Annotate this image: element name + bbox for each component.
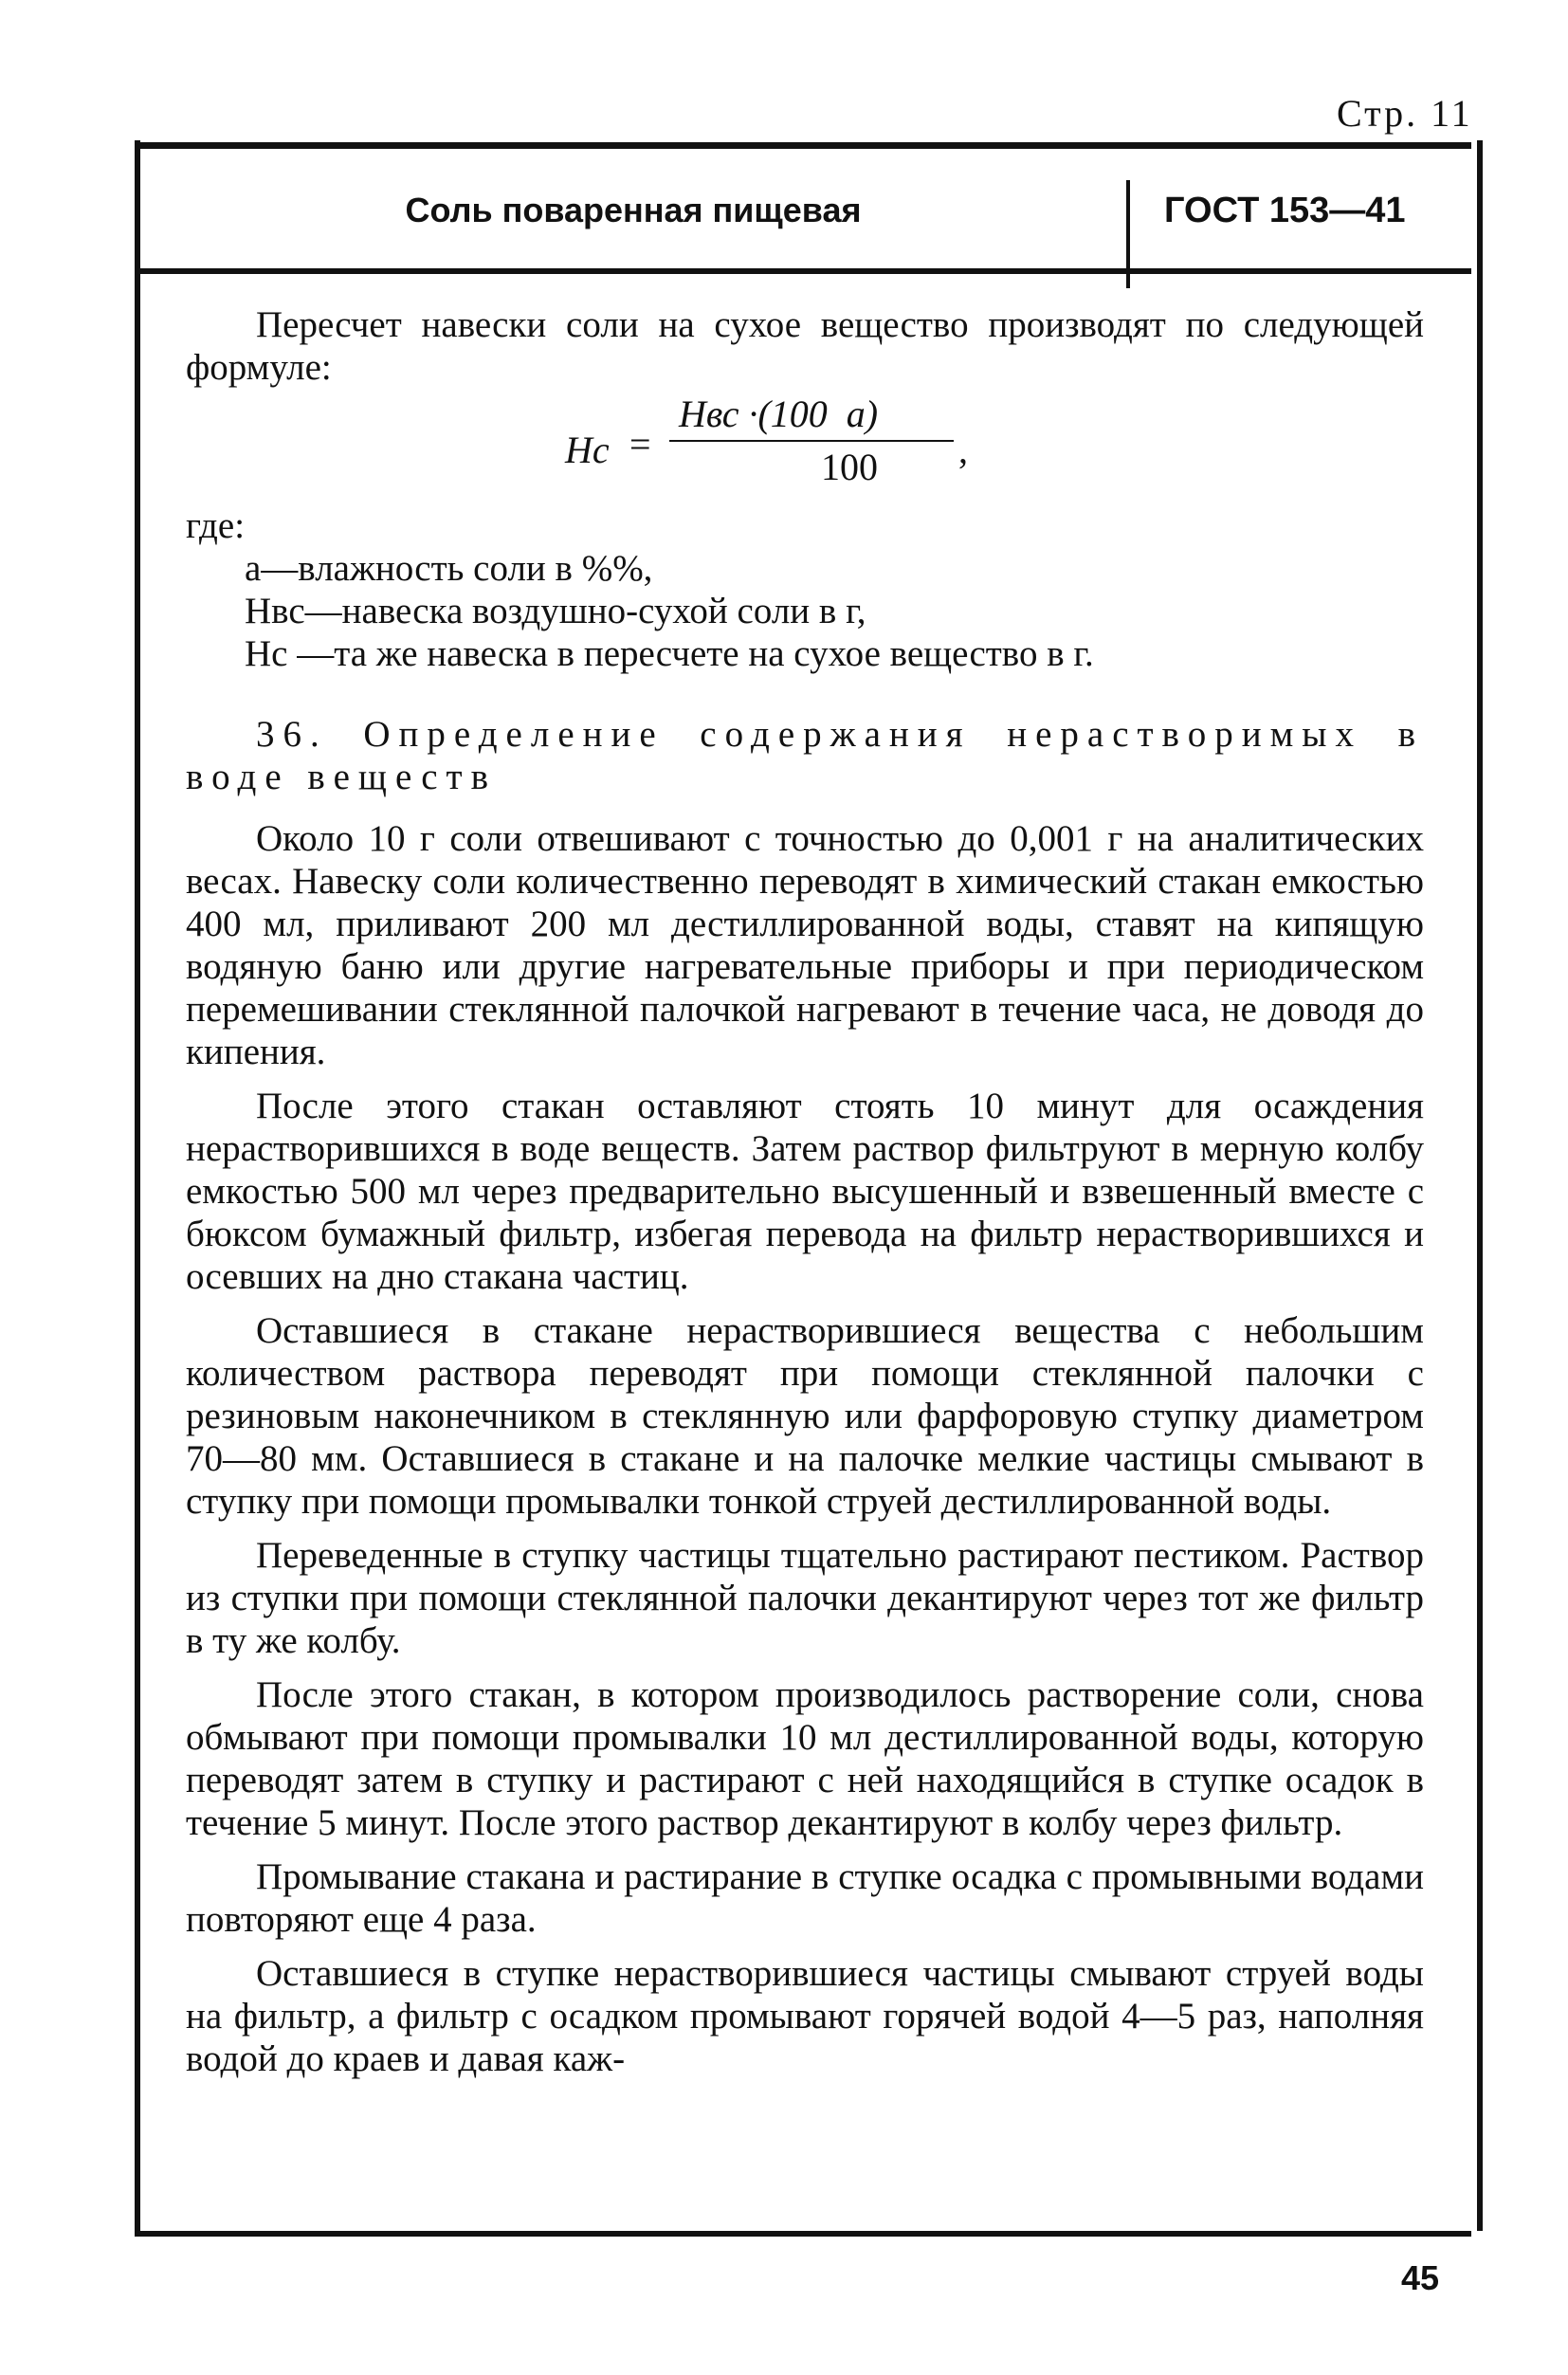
footer-rule [135, 2231, 1471, 2237]
body-paragraph: Промывание стакана и растирание в ступке осадка с промывными водами повторяют еще 4 раза. [186, 1856, 1424, 1940]
body-paragraph: Оставшиеся в стакане нерастворившиеся вещества с небольшим количеством раствора переводят при помощи стеклянной палочки с резиновым наконечником в стеклянную или фарфоровую ступку диаметром 70—80 мм. Оставшиеся в стакане и на палочке мелкие частицы смывают в ступку при помощи промывалки тонкой струей дестиллированной воды. [186, 1310, 1424, 1522]
body-paragraph: Около 10 г соли отвешивают с точностью до 0,001 г на аналитических весах. Навеску соли количественно переводят в химический стакан емкостью 400 мл, приливают 200 мл дестиллированной воды, ставят на кипящую водяную баню или другие нагревательные приборы и при периодическом перемешивании стеклянной палочкой нагревают в течение часа, не доводя до кипения. [186, 818, 1424, 1072]
formula-denominator: 100 [821, 446, 878, 488]
body-paragraph: Переведенные в ступку частицы тщательно растирают пестиком. Раствор из ступки при помощи стеклянной палочки декантируют через тот же фильтр в ту же колбу. [186, 1535, 1424, 1661]
document-body [186, 303, 1424, 2080]
document-header [140, 152, 1466, 269]
section-heading: 36. Определение содержания нерастворимых в воде веществ [186, 714, 1424, 797]
formula-numerator: Нвс ·(100 а) [679, 393, 879, 435]
body-paragraph: Оставшиеся в ступке нерастворившиеся частицы смывают струей воды на фильтр, а фильтр с осадком промывают горячей водой 4—5 раз, наполняя водой до краев и давая каж- [186, 1953, 1424, 2079]
frame-top-rule [135, 142, 1471, 149]
formula [186, 391, 1424, 504]
page-number-top: Стр. 11 [1337, 92, 1473, 135]
header-bottom-rule [135, 268, 1471, 274]
header-title: Соль поваренная пищевая [405, 191, 862, 229]
definitions-list [186, 547, 1424, 675]
definition-item: а—влажность соли в %%, [245, 548, 653, 589]
formula-lhs: Нс [565, 429, 610, 471]
fraction-bar [669, 440, 954, 442]
formula-trailing: , [958, 429, 968, 471]
page-number-bottom: 45 [1401, 2258, 1440, 2297]
definition-item: Нвс—навеска воздушно-сухой соли в г, [245, 591, 866, 631]
formula-equals: = [629, 423, 651, 466]
where-label: где: [186, 505, 246, 546]
header-standard: ГОСТ 153—41 [1164, 190, 1406, 230]
intro-paragraph: Пересчет навески соли на сухое вещество производят по следующей формуле: [186, 304, 1424, 388]
body-paragraph: После этого стакан, в котором производилось растворение соли, снова обмывают при помощи промывалки 10 мл дестиллированной воды, которую переводят затем в ступку и растирают с ней находящийся в ступке осадок в течение 5 минут. После этого раствор декантируют в колбу через фильтр. [186, 1674, 1424, 1843]
body-paragraph: После этого стакан оставляют стоять 10 минут для осаждения нерастворившихся в воде веществ. Затем раствор фильтруют в мерную колбу емкостью 500 мл через предварительно высушенный и взвешенный вместе с бюксом бумажный фильтр, избегая перевода на фильтр нерастворившихся и осевших на дно стакана частиц. [186, 1086, 1424, 1297]
definition-item: Нс —та же навеска в пересчете на сухое вещество в г. [245, 633, 1094, 674]
